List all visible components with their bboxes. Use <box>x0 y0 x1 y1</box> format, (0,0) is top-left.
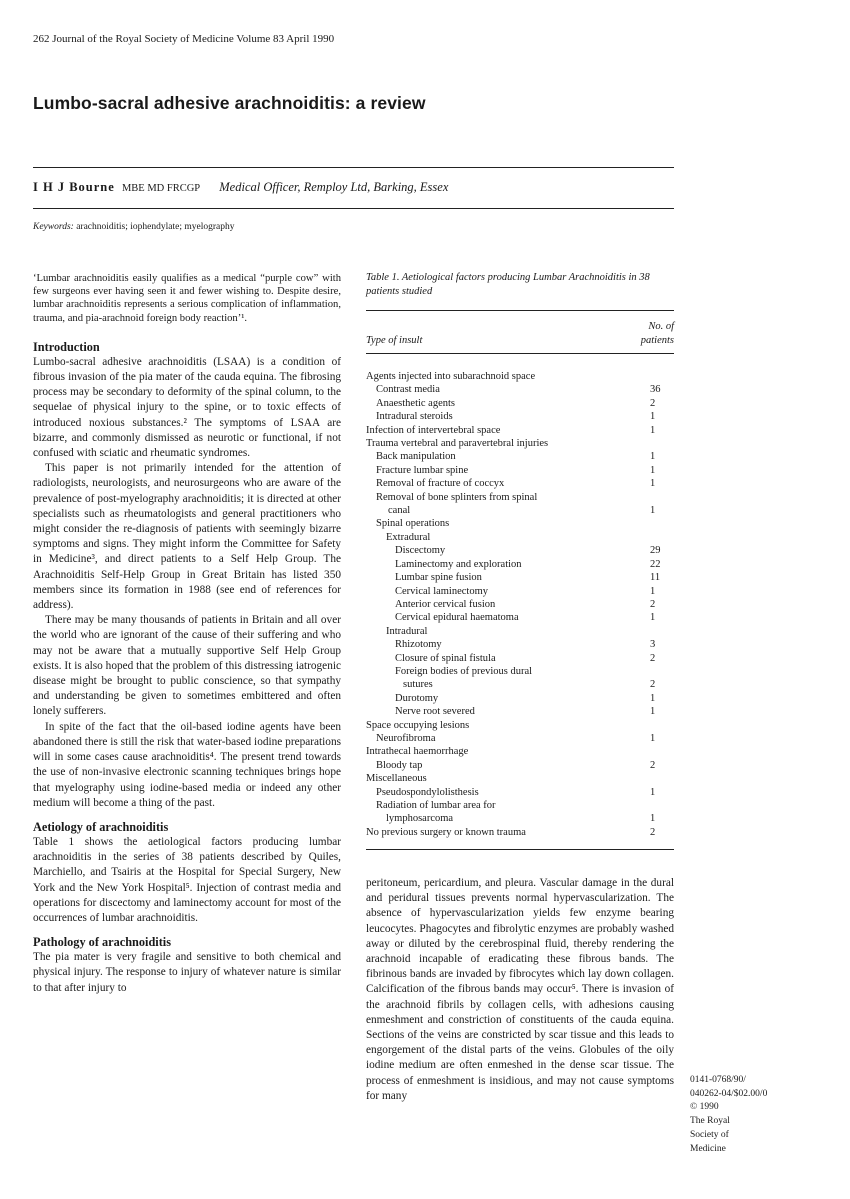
row-label: Radiation of lumbar area for <box>376 800 496 811</box>
row-count: 1 <box>650 612 656 624</box>
row-label: Contrast media <box>376 384 440 396</box>
table-1 <box>366 271 674 850</box>
row-count <box>650 799 674 812</box>
row-label: Infection of intervertebral space <box>366 424 501 436</box>
table-row <box>366 799 674 812</box>
row-label: No previous surgery or known trauma <box>366 826 526 838</box>
row-count: 1 <box>650 706 656 718</box>
table-row <box>366 732 674 745</box>
keywords-text: arachnoiditis; iophendylate; myelography <box>76 222 235 232</box>
table-row <box>366 611 674 624</box>
table-row <box>366 705 674 718</box>
row-count <box>650 491 674 504</box>
row-count <box>650 517 674 530</box>
row-label: Removal of bone splinters from spinal <box>376 491 538 503</box>
table-row <box>366 719 674 732</box>
row-label: Miscellaneous <box>366 773 427 785</box>
table-row <box>366 491 674 504</box>
price-code-line: 040262-04/$02.00/0 <box>690 1088 768 1099</box>
table-row <box>366 692 674 705</box>
row-label: Anaesthetic agents <box>376 397 456 409</box>
row-label: Neurofibroma <box>376 732 436 744</box>
table-row <box>366 759 674 772</box>
table-row <box>366 598 674 611</box>
row-label: Lumbar spine fusion <box>395 572 482 584</box>
pathology-heading: Pathology of arachnoiditis <box>33 935 172 950</box>
row-label: Fracture lumbar spine <box>376 464 469 476</box>
row-count <box>650 437 674 450</box>
table-row <box>366 370 674 383</box>
author-qualifications: MBE MD FRCGP <box>121 183 201 194</box>
introduction-paragraph-3: There may be many thousands of patients in Britain and all over the world who are ignorant of the cause of their suffering and who may not be aware that a mutually supportive Self Help Group exists. It is also hoped that the problem of this distressing iatrogenic disease might be brought to public conscience, so that sympathy and understanding be given to sometimes embittered and often lonely sufferers. <box>33 614 341 718</box>
table-row <box>366 450 674 463</box>
row-label: Rhizotomy <box>395 639 442 651</box>
row-count <box>650 665 674 678</box>
row-count: 11 <box>650 572 661 584</box>
table-row <box>366 772 674 785</box>
row-label: lymphosarcoma <box>386 813 454 825</box>
row-count: 1 <box>650 813 656 825</box>
table-row <box>366 437 674 450</box>
row-label: Nerve root severed <box>395 706 475 718</box>
row-count <box>650 719 674 732</box>
row-count: 1 <box>650 411 656 423</box>
row-count <box>650 772 674 785</box>
table-row <box>366 424 674 437</box>
row-count: 1 <box>650 464 656 476</box>
table-row <box>366 544 674 557</box>
author-affiliation: Medical Officer, Remploy Ltd, Barking, Essex <box>219 180 449 194</box>
introduction-paragraph-4: In spite of the fact that the oil-based iodine agents have been abandoned there is still the risk that water-based iodine preparations will in some cases cause arachnoiditis⁴. The present trend towards the use of non-invasive electronic scanning techniques brings hope that myelography using iodine-based media or indeed any other medium will become a thing of the past. <box>33 720 341 809</box>
table-row <box>366 812 674 825</box>
row-count <box>650 531 674 544</box>
table-row <box>366 531 674 544</box>
row-count: 1 <box>650 692 656 704</box>
row-count: 2 <box>650 598 656 610</box>
row-count: 1 <box>650 585 656 597</box>
copyright-year: © 1990 <box>690 1102 719 1113</box>
row-label: Bloody tap <box>376 759 423 771</box>
row-label: Cervical epidural haematoma <box>395 612 519 624</box>
table-header-count-line-1: No. of <box>648 321 674 332</box>
table-header-count <box>641 320 674 347</box>
publisher-line-2: Society of <box>690 1129 729 1140</box>
byline-rule <box>33 208 674 209</box>
row-count: 2 <box>650 652 656 664</box>
table-header-type: Type of insult <box>366 334 423 346</box>
pathology-paragraph-continued: peritoneum, pericardium, and pleura. Vascular damage in the dural and peridural tissues prevents normal hypervascularization. The absence of hypervascularization yields few enzyme bearing leucocytes. Phagocytes and fibrolytic enzymes are probably washed away or diluted by the cerebrospinal fluid, thereby rendering the arachnoid incapable of eradicating these fibrous bands. The fibrinous bands are invaded by fibrocytes which lay down collagen. Calcification of the fibrous bands may occur⁵. There is invasion of the arachnoid fibrils by collagen cells, with adhesions causing enmeshment and constriction of constituents of the cauda equina. Sections of the veins are constricted by scar tissue and this leads to engorgement of the distal parts of the veins. Globules of the oily iodine medium are often enmeshed in the dense scar tissue. The process of enmeshment is insidious, and may not cause symptoms for many <box>366 877 674 1102</box>
row-label: Space occupying lesions <box>366 719 470 731</box>
table-row <box>366 786 674 799</box>
row-count: 3 <box>650 639 656 651</box>
row-label: Back manipulation <box>376 451 456 463</box>
row-label: Laminectomy and exploration <box>395 558 522 570</box>
row-label: Pseudospondylolisthesis <box>376 786 479 798</box>
table-row <box>366 571 674 584</box>
table-bottom-rule <box>366 849 674 850</box>
table-row <box>366 397 674 410</box>
table-row <box>366 517 674 530</box>
introduction-heading: Introduction <box>33 339 100 354</box>
issn-line: 0141-0768/90/ <box>690 1075 746 1085</box>
table-row <box>366 504 674 517</box>
row-count <box>650 625 674 638</box>
copyright-note <box>690 1074 767 1156</box>
row-count: 1 <box>650 451 656 463</box>
publisher-line-1: The Royal <box>690 1116 730 1127</box>
row-label: Extradural <box>386 531 431 543</box>
publisher-line-3: Medicine <box>690 1143 726 1154</box>
row-label: Trauma vertebral and paravertebral injuries <box>366 438 549 450</box>
row-label: canal <box>388 505 411 517</box>
row-label: Removal of fracture of coccyx <box>376 478 505 490</box>
table-row <box>366 477 674 490</box>
table-row <box>366 665 674 678</box>
running-head: 262 Journal of the Royal Society of Medicine Volume 83 April 1990 <box>33 33 335 45</box>
row-count: 1 <box>650 505 656 517</box>
row-label: Cervical laminectomy <box>395 585 489 597</box>
row-count: 2 <box>650 826 656 838</box>
row-count: 22 <box>650 558 661 570</box>
table-row <box>366 558 674 571</box>
keywords <box>33 222 234 232</box>
row-label: sutures <box>403 679 433 691</box>
left-column <box>33 272 341 996</box>
row-count: 1 <box>650 424 656 436</box>
introduction-paragraph-1: Lumbo-sacral adhesive arachnoiditis (LSAA) is a condition of fibrous invasion of the pia mater of the cauda equina. The fibrosing process may be secondary to deformity of the spinal column, to the sequelae of physical injury to the spine, or to toxic effects of introduced noxious substances.² The symptoms of LSAA are bizarre, and commonly dismissed as neurotic or functional, if not confused with sciatic and rheumatic syndromes. <box>33 355 341 460</box>
row-label: Intrathecal haemorrhage <box>366 746 469 758</box>
row-label: Agents injected into subarachnoid space <box>366 371 536 382</box>
table-row <box>366 625 674 638</box>
row-count: 29 <box>650 545 661 557</box>
author-name: I H J Bourne <box>33 180 115 194</box>
row-count <box>650 745 674 758</box>
row-count: 2 <box>650 397 656 409</box>
pathology-paragraph-1: The pia mater is very fragile and sensitive to both chemical and physical injury. The response to injury of whatever nature is similar to that after injury to <box>33 951 341 994</box>
title-rule <box>33 167 674 168</box>
table-row <box>366 745 674 758</box>
row-count: 2 <box>650 679 656 691</box>
row-count: 1 <box>650 732 656 744</box>
row-count: 1 <box>650 478 656 490</box>
aetiology-paragraph-1: Table 1 shows the aetiological factors producing lumbar arachnoiditis in the series of 38 patients described by Quiles, Marchiello, and Tsairis at the Hospital for Special Surgery, New York and the New York Hospital⁵. Injection of contrast media and operations for discectomy and laminectomy account for most of the occurrences of lumbar arachnoiditis. <box>33 835 341 924</box>
table-row <box>366 652 674 665</box>
table-row <box>366 826 674 839</box>
table-row <box>366 410 674 423</box>
introduction-paragraph-2: This paper is not primarily intended for the attention of radiologists, neurologists, and neurosurgeons who are aware of the prevalence of post-myelography arachnoiditis; it is directed at other specialists such as rheumatologists and general practitioners who might consider the re-diagnosis of patients with seemingly bizarre symptoms and signs. They might inform the Committee for Safety in Medicine³, and direct patients to a Self Help Group. The Arachnoiditis Self-Help Group in Great Britain has listed 350 members since its formation in 1988 (see end of references for address). <box>33 462 341 612</box>
table-row <box>366 678 674 691</box>
row-count: 2 <box>650 759 656 771</box>
row-label: Closure of spinal fistula <box>395 652 496 664</box>
right-column-text <box>366 876 674 1104</box>
table-row <box>366 464 674 477</box>
abstract-quote: ‘Lumbar arachnoiditis easily qualifies as a medical “purple cow” with few surgeons ever having seen it and fewer wishing to. Despite desire, lumbar arachnoiditis represents a serious complication of inflammation, trauma, and pia-arachnoid foreign body reaction’¹. <box>33 273 341 324</box>
table-row <box>366 585 674 598</box>
row-count: 1 <box>650 786 656 798</box>
row-label: Foreign bodies of previous dural <box>395 665 533 677</box>
table-body <box>366 354 674 849</box>
table-header <box>366 311 674 353</box>
row-count <box>650 370 674 383</box>
row-count: 36 <box>650 384 661 396</box>
row-label: Intradural <box>386 625 428 637</box>
table-caption: Table 1. Aetiological factors producing Lumbar Arachnoiditis in 38 patients studied <box>366 272 650 297</box>
row-label: Durotomy <box>395 692 439 704</box>
row-label: Spinal operations <box>376 518 450 530</box>
table-row <box>366 638 674 651</box>
row-label: Intradural steroids <box>376 411 453 423</box>
keywords-label: Keywords: <box>33 222 74 232</box>
article-title: Lumbo-sacral adhesive arachnoiditis: a review <box>33 93 426 113</box>
aetiology-heading: Aetiology of arachnoiditis <box>33 819 169 834</box>
byline <box>33 180 448 195</box>
table-header-count-line-2: patients <box>640 334 674 346</box>
table-row <box>366 383 674 396</box>
row-label: Anterior cervical fusion <box>395 598 496 610</box>
row-label: Discectomy <box>395 545 446 557</box>
